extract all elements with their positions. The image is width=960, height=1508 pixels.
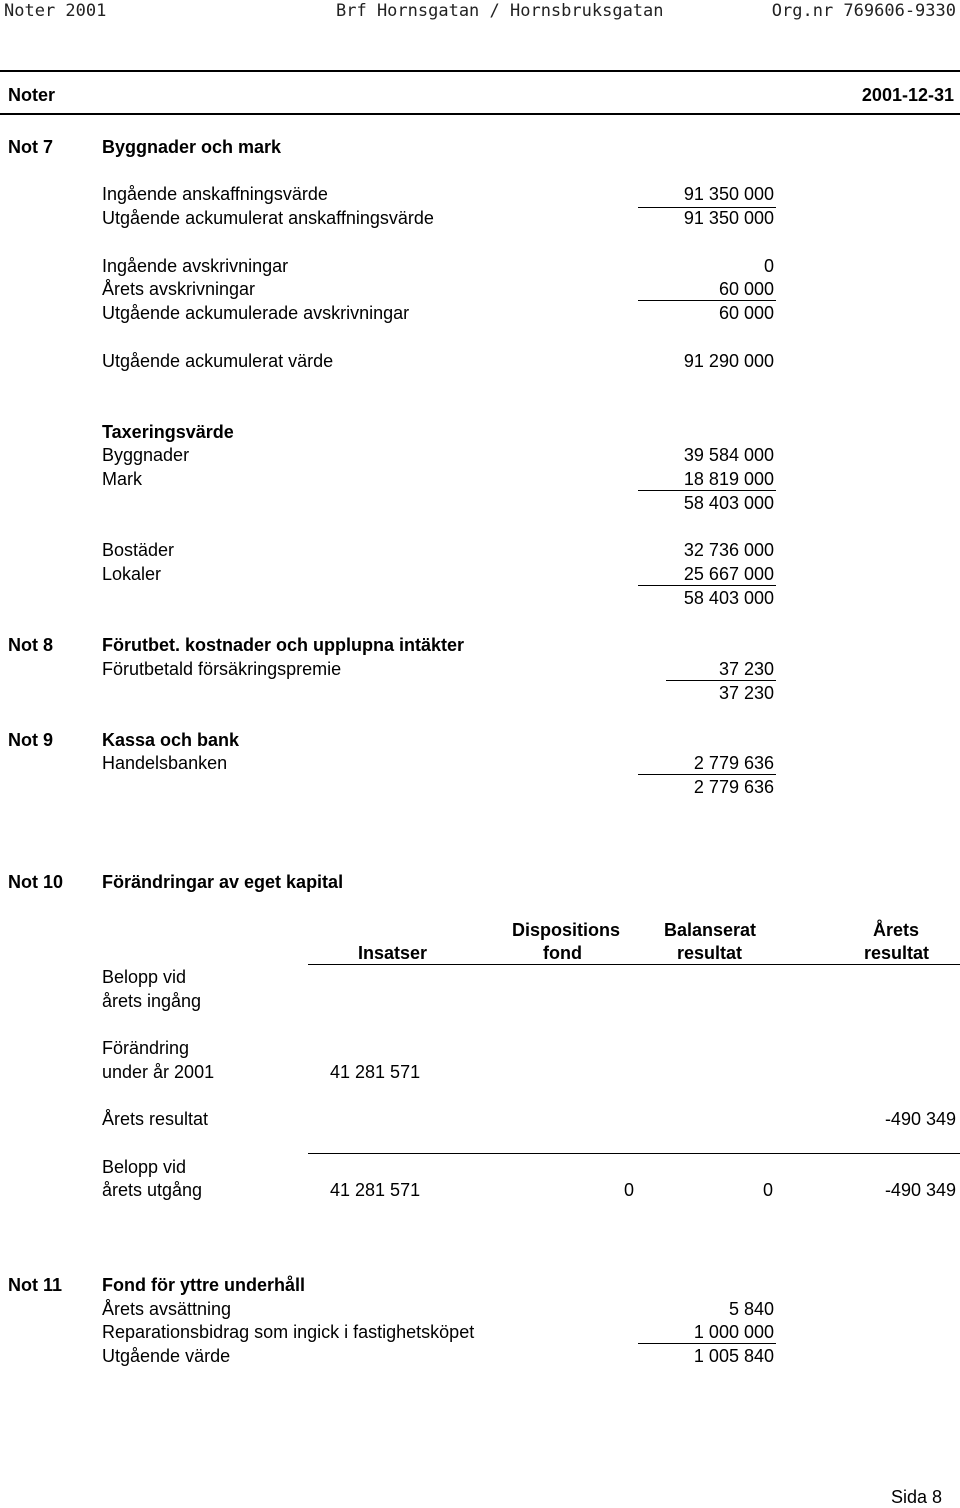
belopp-utgang-2: årets utgång — [102, 1180, 203, 1200]
page-number: Sida 8 — [890, 1487, 942, 1507]
not8-total: 37 230 — [718, 683, 774, 703]
not7-row-text: Utgående ackumulerat anskaffningsvärde — [102, 208, 434, 228]
forandring-2: under år 2001 — [102, 1062, 215, 1082]
col-header-disp-2: fond — [543, 943, 582, 963]
title-divider — [0, 113, 960, 115]
forandring-1: Förändring — [102, 1038, 190, 1058]
col-header-bal-2: resultat — [677, 943, 743, 963]
arets-resultat-label: Årets resultat — [102, 1109, 209, 1129]
belopp-utgang-1: Belopp vid — [102, 1157, 187, 1177]
not9-row-text: Handelsbanken — [102, 753, 228, 773]
sum-line — [666, 680, 776, 681]
not11-row-text: Utgående värde — [102, 1346, 231, 1366]
not9-total: 2 779 636 — [693, 777, 774, 797]
belopp-ingang-2: årets ingång — [102, 991, 202, 1011]
tax-row-value: 18 819 000 — [683, 469, 774, 489]
not11-label: Not 11 — [8, 1275, 63, 1295]
utgang-disp: 0 — [624, 1180, 635, 1200]
total-line — [308, 1153, 960, 1154]
not8-label: Not 8 — [8, 635, 53, 655]
not10-title: Förändringar av eget kapital — [102, 872, 344, 892]
col-header-arets-2: resultat — [864, 943, 930, 963]
tax-row-value: 39 584 000 — [683, 445, 774, 465]
col-header-insatser: Insatser — [358, 943, 428, 963]
not7-row-value: 60 000 — [718, 303, 774, 323]
utgang-arets: -490 349 — [884, 1180, 956, 1200]
not9-label: Not 9 — [8, 730, 53, 750]
header-left: Noter 2001 — [4, 1, 107, 21]
header-underline — [308, 964, 960, 965]
not9-row-value: 2 779 636 — [693, 753, 774, 773]
forandring-insatser: 41 281 571 — [330, 1062, 421, 1082]
tax-row-value: 32 736 000 — [683, 540, 774, 560]
tax-row-value: 58 403 000 — [683, 588, 774, 608]
header-right: Org.nr 769606-9330 — [771, 1, 956, 21]
not7-row-value: 0 — [763, 256, 774, 276]
not8-title: Förutbet. kostnader och upplupna intäkter — [102, 635, 465, 655]
col-header-arets-1: Årets — [873, 920, 920, 940]
utgang-insatser: 41 281 571 — [330, 1180, 421, 1200]
col-header-bal-1: Balanserat — [664, 920, 757, 940]
sum-line — [638, 585, 776, 586]
not11-row-text: Reparationsbidrag som ingick i fastighetsköpet — [102, 1322, 475, 1342]
page-title: Noter — [8, 85, 56, 105]
not7-row-value: 91 290 000 — [683, 351, 774, 371]
utgang-bal: 0 — [763, 1180, 774, 1200]
not11-title: Fond för yttre underhåll — [102, 1275, 306, 1295]
tax-row-value: 58 403 000 — [683, 493, 774, 513]
not8-row-value: 37 230 — [718, 659, 774, 679]
not11-row-value: 1 005 840 — [693, 1346, 774, 1366]
tax-title: Taxeringsvärde — [102, 422, 234, 442]
not7-row-value: 91 350 000 — [683, 208, 774, 228]
header-divider — [0, 70, 960, 72]
not7-row-text: Årets avskrivningar — [102, 279, 256, 299]
tax-row-text: Bostäder — [102, 540, 175, 560]
sum-line — [638, 300, 776, 301]
not7-row-text: Utgående ackumulerat värde — [102, 351, 334, 371]
not7-row-text: Ingående anskaffningsvärde — [102, 184, 328, 204]
tax-row-text: Byggnader — [102, 445, 190, 465]
header-center: Brf Hornsgatan / Hornsbruksgatan — [336, 1, 664, 21]
tax-row-text: Lokaler — [102, 564, 162, 584]
arets-resultat-value: -490 349 — [884, 1109, 956, 1129]
belopp-ingang-1: Belopp vid — [102, 967, 187, 987]
sum-line — [638, 490, 776, 491]
not10-label: Not 10 — [8, 872, 64, 892]
not7-row-value: 91 350 000 — [683, 184, 774, 204]
not11-row-value: 1 000 000 — [693, 1322, 774, 1342]
not7-title: Byggnader och mark — [102, 137, 282, 157]
not7-label: Not 7 — [8, 137, 53, 157]
sum-line — [638, 1343, 776, 1344]
col-header-disp-1: Dispositions — [512, 920, 621, 940]
tax-row-text: Mark — [102, 469, 142, 489]
page-date: 2001-12-31 — [861, 85, 954, 105]
tax-row-value: 25 667 000 — [683, 564, 774, 584]
not11-row-value: 5 840 — [728, 1299, 774, 1319]
not9-title: Kassa och bank — [102, 730, 240, 750]
not11-row-text: Årets avsättning — [102, 1299, 232, 1319]
not7-row-text: Utgående ackumulerade avskrivningar — [102, 303, 410, 323]
not7-row-text: Ingående avskrivningar — [102, 256, 289, 276]
sum-line — [638, 774, 776, 775]
not7-row-value: 60 000 — [718, 279, 774, 299]
not8-row-text: Förutbetald försäkringspremie — [102, 659, 342, 679]
